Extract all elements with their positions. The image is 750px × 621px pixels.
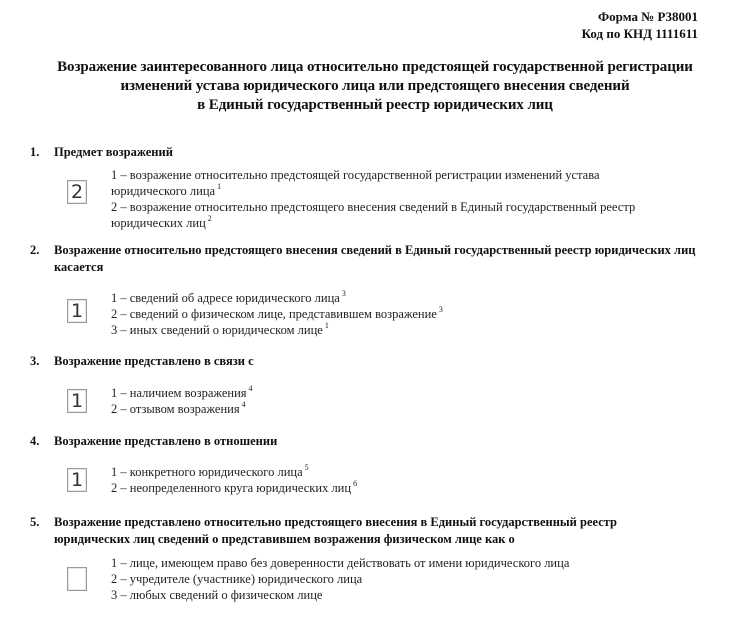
title-line-2: изменений устава юридического лица или предстоящего внесения сведений [120, 78, 630, 94]
section-heading-text: Возражение представлено относительно предстоящего внесения в Единый государственный реестр юридических лиц сведений о представившем возражения физическом лице как о [54, 515, 618, 546]
section-heading-text: Возражение представлено в связи с [54, 354, 254, 368]
document-title [20, 58, 730, 115]
option-list [111, 167, 635, 231]
knd-code: Код по КНД 1111611 [581, 26, 698, 41]
option-line: 1 – конкретного юридического лица $^5$ [111, 463, 309, 479]
option-list [111, 290, 443, 338]
answer-box[interactable]: 1 [67, 389, 87, 413]
option-list [111, 464, 357, 496]
option-list [111, 385, 253, 417]
section-number: 2. [30, 243, 40, 257]
option-list [111, 555, 569, 603]
option-line: юридического лица $^1$ [111, 182, 222, 198]
option-line: 3 – любых сведений о физическом лице [111, 588, 323, 602]
section-number: 1. [30, 145, 40, 159]
option-line: 1 – сведений об адресе юридического лица $^3$ [111, 289, 346, 305]
title-line-3: в Единый государственный реестр юридических лиц [197, 97, 553, 113]
answer-box[interactable]: 1 [67, 468, 87, 492]
answer-box[interactable]: 2 [67, 180, 87, 204]
answer-box[interactable]: 1 [67, 299, 87, 323]
section-number: 4. [30, 434, 40, 448]
form-identifier [582, 8, 698, 42]
option-line: 1 – наличием возражения $^4$ [111, 384, 253, 400]
section-heading-text: Предмет возражений [54, 145, 173, 159]
form-number: Форма № Р38001 [598, 9, 698, 24]
option-line: 2 – учредителе (участнике) юридического лица [111, 572, 363, 586]
section-heading-text: Возражение относительно предстоящего внесения сведений в Единый государственный реестр юридических лиц касается [54, 243, 696, 274]
option-line: 2 – сведений о физическом лице, представившем возражение $^3$ [111, 305, 443, 321]
option-line: 2 – отзывом возражения $^4$ [111, 400, 246, 416]
option-line: юридических лиц $^2$ [111, 214, 212, 230]
option-line: 2 – возражение относительно предстоящего внесения сведений в Единый государственный реестр [111, 200, 636, 214]
option-line: 2 – неопределенного круга юридических лиц $^6$ [111, 479, 358, 495]
section-number: 5. [30, 515, 40, 529]
section-heading-text: Возражение представлено в отношении [54, 434, 278, 448]
section-number: 3. [30, 354, 40, 368]
title-line-1: Возражение заинтересованного лица относительно предстоящей государственной регистрации [57, 59, 693, 75]
option-line: 3 – иных сведений о юридическом лице $^1$ [111, 321, 329, 337]
option-line: 1 – лице, имеющем право без доверенности действовать от имени юридического лица [111, 556, 570, 570]
option-line: 1 – возражение относительно предстоящей государственной регистрации изменений устава [111, 168, 600, 182]
answer-box[interactable] [67, 567, 87, 591]
